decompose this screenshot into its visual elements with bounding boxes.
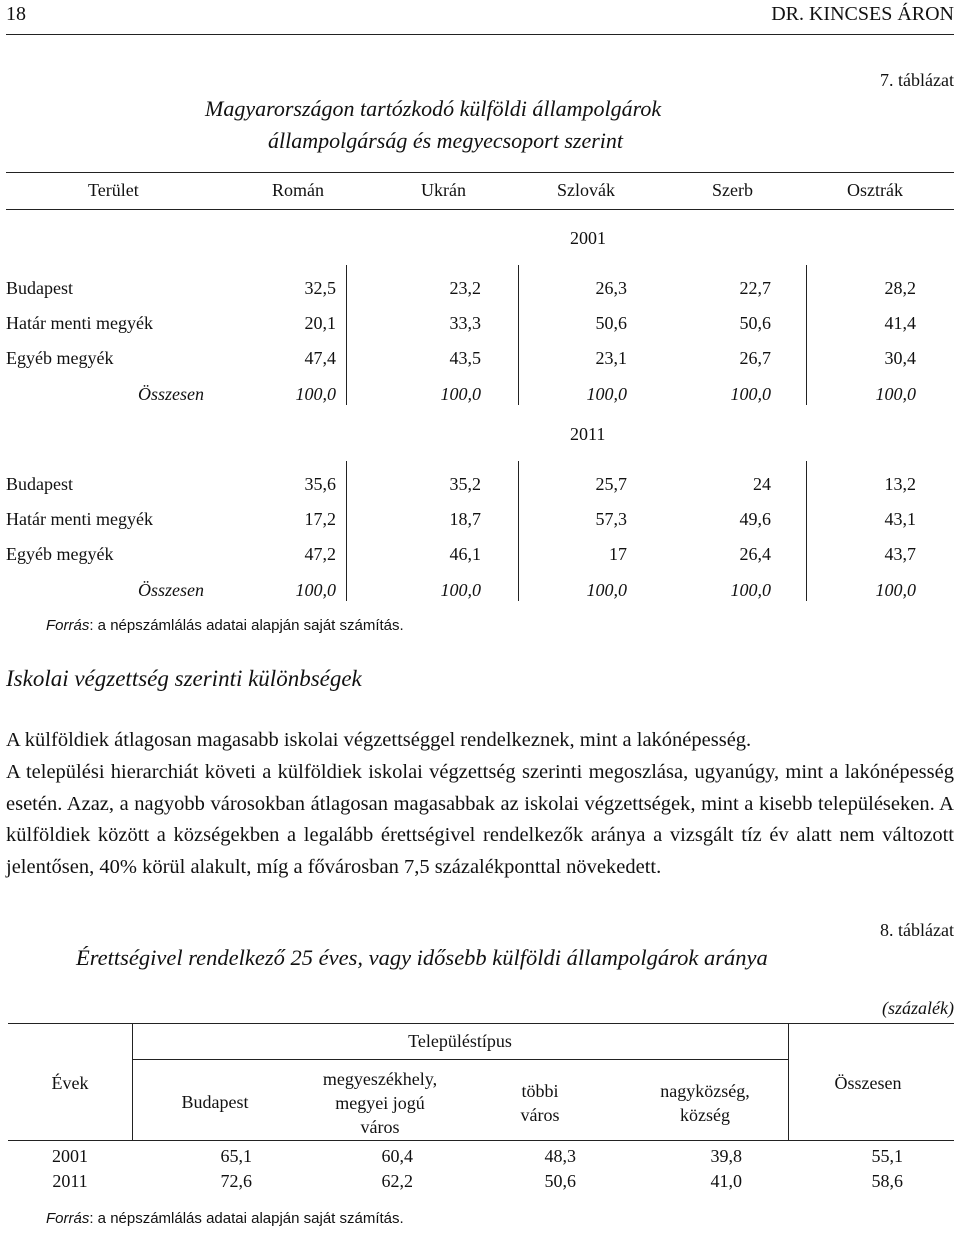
cell-value: 35,6 <box>304 474 336 494</box>
source-label: Forrás <box>46 617 90 634</box>
table7-top-rule <box>6 172 954 173</box>
total-value: 100,0 <box>875 384 916 404</box>
cell-value: 26,4 <box>739 544 771 564</box>
cell-value: 17,2 <box>304 509 336 529</box>
cell-value: 50,6 <box>595 313 627 333</box>
total-value: 100,0 <box>730 384 771 404</box>
cell-value: 23,1 <box>595 348 627 368</box>
table8-label: 8. táblázat <box>880 920 954 940</box>
table7-source-note <box>46 617 404 634</box>
cell-value: 20,1 <box>304 313 336 333</box>
row-label-budapest: Budapest <box>6 474 73 494</box>
cell-value: 46,1 <box>449 544 481 564</box>
source-label: Forrás <box>46 1210 90 1227</box>
cell-value: 23,2 <box>449 278 481 298</box>
col-header-osszesen: Összesen <box>834 1073 902 1093</box>
table8-unit: (százalék) <box>882 998 954 1018</box>
total-value: 100,0 <box>586 384 627 404</box>
cell-value: 65,1 <box>220 1146 252 1166</box>
column-divider <box>346 265 347 405</box>
cell-value: 30,4 <box>884 348 916 368</box>
col-header-ukran: Ukrán <box>421 180 466 200</box>
col-header-nagykozseg <box>630 1079 780 1127</box>
col-header-szlovak: Szlovák <box>557 180 615 200</box>
cell-value: 28,2 <box>884 278 916 298</box>
col-header-evek: Évek <box>51 1073 89 1093</box>
row-label-hatar-menti: Határ menti megyék <box>6 509 153 529</box>
cell-value: 43,1 <box>884 509 916 529</box>
total-label: Összesen <box>138 384 204 404</box>
cell-value: 24 <box>753 474 771 494</box>
cell-value: 41,0 <box>710 1171 742 1191</box>
table7-title-line1: Magyarországon tartózkodó külföldi állampolgárok <box>205 96 662 121</box>
table7-header-rule <box>6 209 954 210</box>
col-header-megyeszekhely <box>300 1067 460 1139</box>
row-label-egyeb: Egyéb megyék <box>6 544 114 564</box>
cell-value: 62,2 <box>381 1171 413 1191</box>
cell-value: 17 <box>609 544 627 564</box>
cell-value: 57,3 <box>595 509 627 529</box>
header-line: nagyközség, <box>660 1081 750 1101</box>
section-heading: Iskolai végzettség szerinti különbségek <box>6 666 362 691</box>
cell-value: 47,2 <box>304 544 336 564</box>
cell-value: 41,4 <box>884 313 916 333</box>
table8-group-rule <box>132 1059 788 1060</box>
header-line: község <box>680 1105 730 1125</box>
total-label: Összesen <box>138 580 204 600</box>
cell-value: 22,7 <box>739 278 771 298</box>
year-2001-header: 2001 <box>570 228 606 248</box>
cell-value: 50,6 <box>544 1171 576 1191</box>
total-value: 100,0 <box>440 580 481 600</box>
body-paragraph-2 <box>6 757 954 883</box>
cell-value: 33,3 <box>449 313 481 333</box>
page-number: 18 <box>6 3 26 25</box>
running-author: DR. KINCSES ÁRON <box>771 3 954 25</box>
paragraph-2: A települési hierarchiát követi a külföldiek iskolai végzettség szerinti megoszlása, ugyanúgy, mint a lakónépesség esetén. Azaz, a nagyobb városokban átlagosan magasabbak az iskolai végzettségek, mint a kisebb településeken. A külföldiek között a községekben a legalább érettségivel rendelkezők aránya a vizsgált tíz év alatt nem változott jelentősen, 40% körül alakult, míg a fővárosban 7,5 százalékponttal növekedett. <box>6 761 954 878</box>
total-value: 100,0 <box>586 580 627 600</box>
cell-value: 25,7 <box>595 474 627 494</box>
cell-value: 58,6 <box>871 1171 903 1191</box>
cell-value: 26,7 <box>739 348 771 368</box>
table8-title: Érettségivel rendelkező 25 éves, vagy idősebb külföldi állampolgárok aránya <box>76 945 768 970</box>
col-header-terulet: Terület <box>88 180 139 200</box>
table8-source-note <box>46 1210 404 1227</box>
cell-value: 43,7 <box>884 544 916 564</box>
paragraph-1: A külföldiek átlagosan magasabb iskolai végzettséggel rendelkeznek, mint a lakónépesség. <box>6 729 752 751</box>
total-value: 100,0 <box>295 384 336 404</box>
col-header-budapest: Budapest <box>181 1092 249 1112</box>
header-line: város <box>520 1105 560 1125</box>
column-divider <box>346 461 347 601</box>
header-line: megyeszékhely, <box>322 1069 438 1089</box>
header-line: város <box>360 1117 400 1137</box>
group-header-telepulestipus: Településtípus <box>408 1031 512 1051</box>
col-header-osztrak: Osztrák <box>847 180 903 200</box>
col-header-szerb: Szerb <box>712 180 753 200</box>
total-value: 100,0 <box>440 384 481 404</box>
cell-value: 48,3 <box>544 1146 576 1166</box>
col-header-roman: Román <box>272 180 324 200</box>
row-year: 2001 <box>52 1146 88 1166</box>
header-rule <box>6 34 954 35</box>
cell-value: 60,4 <box>381 1146 413 1166</box>
body-paragraph-1 <box>6 725 954 757</box>
cell-value: 50,6 <box>739 313 771 333</box>
source-text: : a népszámlálás adatai alapján saját számítás. <box>89 1210 404 1227</box>
total-value: 100,0 <box>295 580 336 600</box>
table8-top-rule <box>8 1023 954 1024</box>
row-year: 2011 <box>52 1171 88 1191</box>
cell-value: 72,6 <box>220 1171 252 1191</box>
header-line: megyei jogú <box>335 1093 425 1113</box>
cell-value: 49,6 <box>739 509 771 529</box>
cell-value: 32,5 <box>304 278 336 298</box>
header-line: többi <box>521 1081 559 1101</box>
row-label-egyeb: Egyéb megyék <box>6 348 114 368</box>
total-value: 100,0 <box>730 580 771 600</box>
cell-value: 35,2 <box>449 474 481 494</box>
cell-value: 13,2 <box>884 474 916 494</box>
cell-value: 55,1 <box>871 1146 903 1166</box>
year-2011-header: 2011 <box>570 424 606 444</box>
cell-value: 39,8 <box>710 1146 742 1166</box>
row-label-budapest: Budapest <box>6 278 73 298</box>
cell-value: 18,7 <box>449 509 481 529</box>
total-value: 100,0 <box>875 580 916 600</box>
table7-title-line2: állampolgárság és megyecsoport szerint <box>268 128 624 153</box>
source-text: : a népszámlálás adatai alapján saját számítás. <box>89 617 404 634</box>
table7-label: 7. táblázat <box>880 70 954 90</box>
cell-value: 47,4 <box>304 348 336 368</box>
col-header-tobbi-varos <box>480 1079 600 1127</box>
cell-value: 26,3 <box>595 278 627 298</box>
table8-header-rule <box>8 1140 954 1141</box>
cell-value: 43,5 <box>449 348 481 368</box>
row-label-hatar-menti: Határ menti megyék <box>6 313 153 333</box>
